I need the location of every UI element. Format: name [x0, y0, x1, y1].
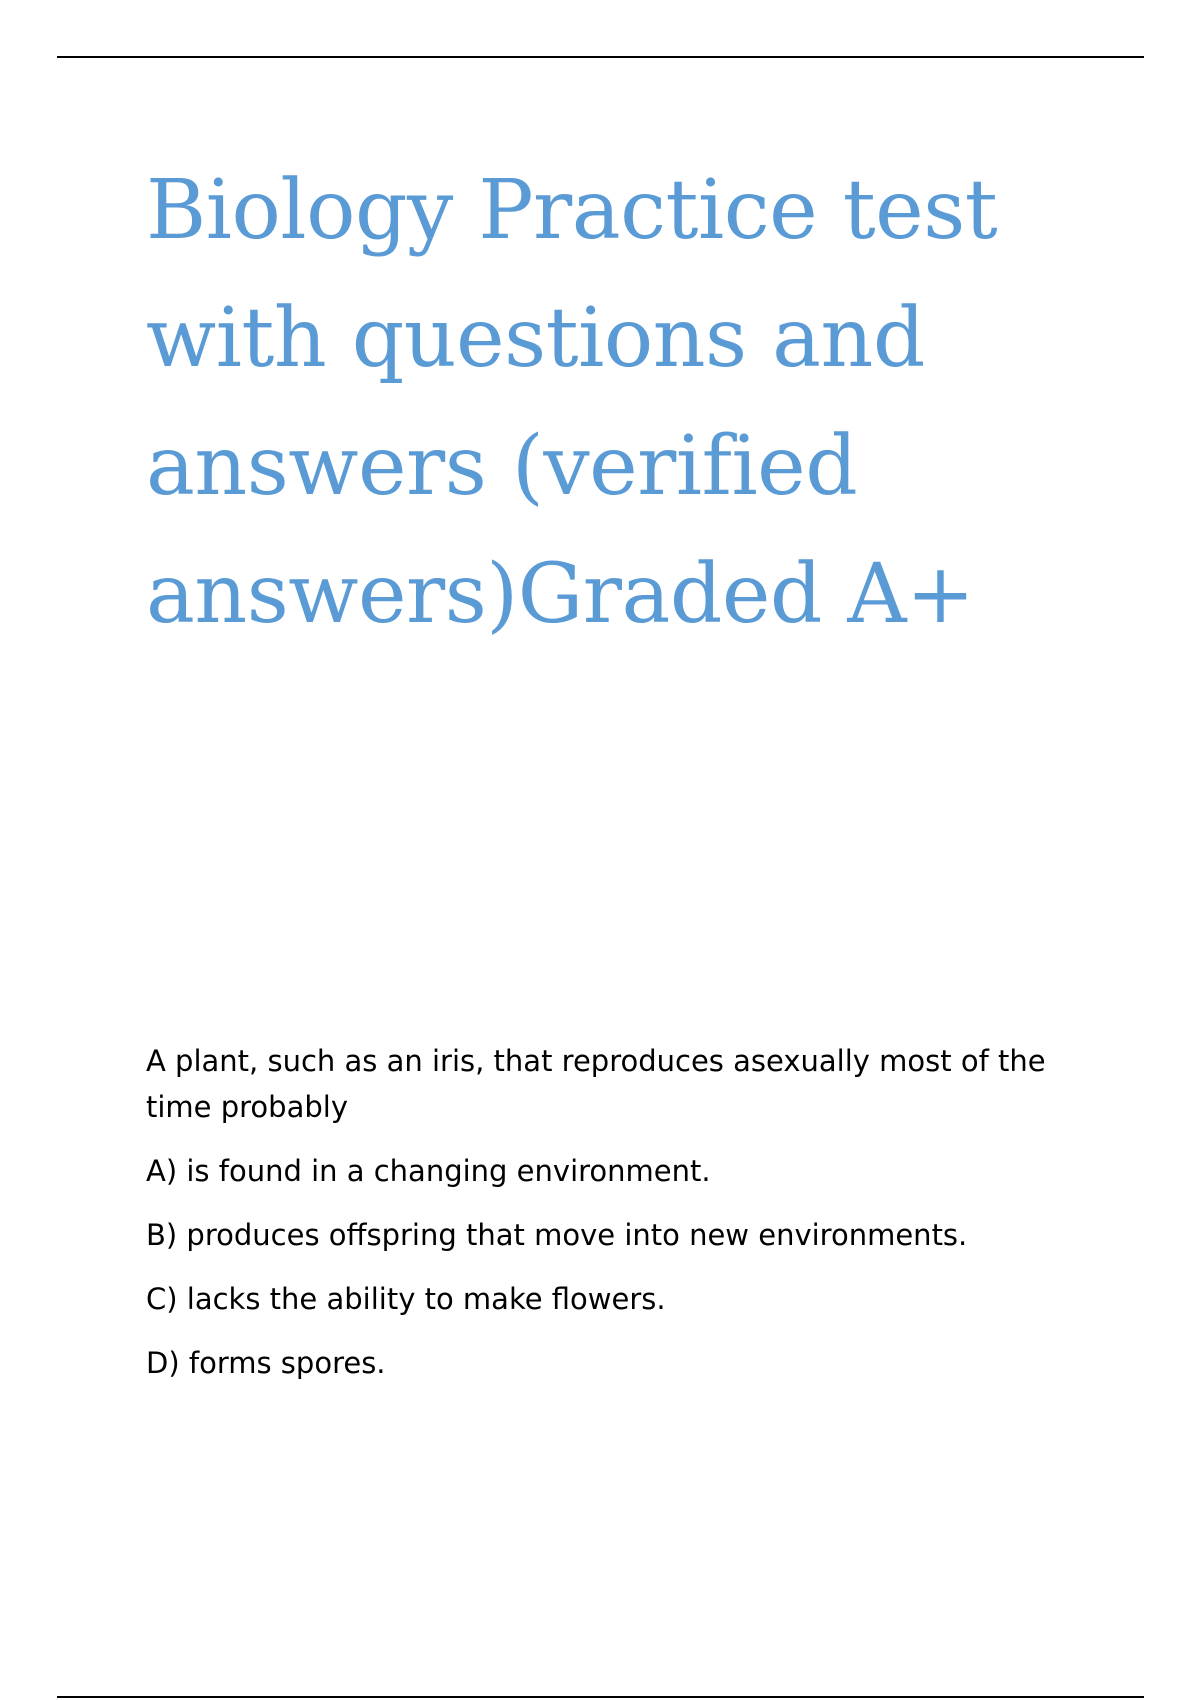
title-line: with questions and: [146, 291, 925, 386]
header-rule: [57, 56, 1144, 58]
answer-options: [146, 1148, 1096, 1386]
title-line: answers (verified: [146, 419, 858, 514]
document-title: [146, 147, 1096, 659]
title-line: Biology Practice test: [146, 163, 998, 258]
answer-option-c: C) lacks the ability to make flowers.: [146, 1282, 666, 1316]
question-text: A plant, such as an iris, that reproduces asexually most of the time probably: [146, 1044, 1046, 1124]
footer-rule: [57, 1696, 1144, 1698]
answer-option-a: A) is found in a changing environment.: [146, 1154, 711, 1188]
title-line: answers)Graded A+: [146, 547, 975, 642]
answer-option-b: B) produces offspring that move into new environments.: [146, 1218, 968, 1252]
question-block: [146, 1038, 1096, 1404]
answer-option-d: D) forms spores.: [146, 1346, 386, 1380]
